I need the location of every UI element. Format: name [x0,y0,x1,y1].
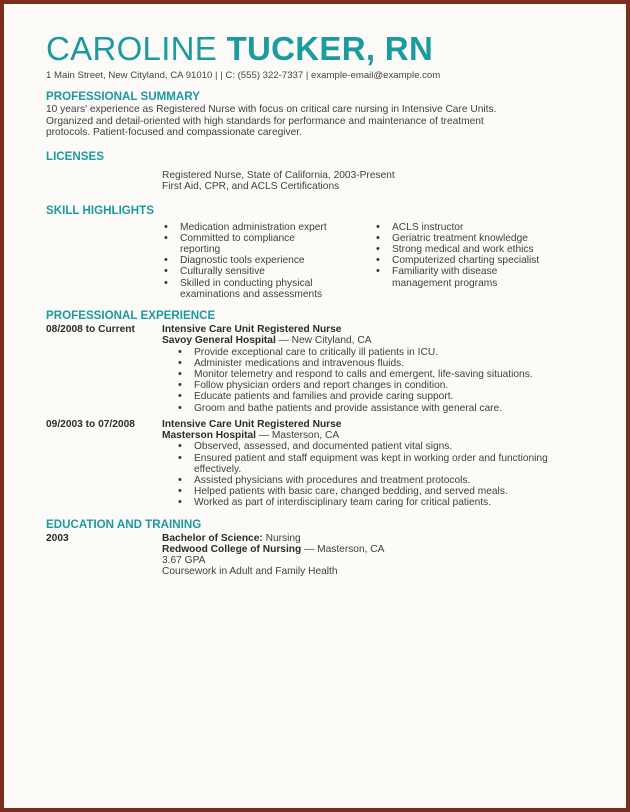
degree-line [162,533,606,544]
summary-heading: PROFESSIONAL SUMMARY [46,90,200,103]
school-location: — Masterson, CA [301,543,385,555]
job-body [162,419,606,509]
job-dates: 08/2008 to Current [46,323,135,335]
duty-item: • Groom and bathe patients and provide assistance with general care. [177,403,606,414]
summary-line: 10 years' experience as Registered Nurse with focus on critical care nursing in Intensive Care Units. [46,104,497,115]
summary-text [46,104,606,139]
skill-item: • Computerized charting specialist [375,255,575,266]
gpa: 3.67 GPA [162,555,206,567]
duty-item: • Worked as part of interdisciplinary team caring for critical patients. [177,497,606,508]
duty-item: • Educate patients and families and provide caring support. [177,391,606,402]
skill-item: • ACLS instructor [375,222,575,233]
employer-location: — New Cityland, CA [275,335,372,347]
duty-item: • Observed, assessed, and documented patient vital signs. [177,441,606,452]
last-name: TUCKER, RN [226,30,434,67]
resume-page [46,30,606,578]
skill-item: • Familiarity with disease management programs [375,266,532,288]
school-line [162,544,606,555]
skill-item: • Strong medical and work ethics [375,244,575,255]
education-body [162,533,606,578]
job-entry [46,419,606,509]
skills-columns [163,222,606,300]
skills-heading: SKILL HIGHLIGHTS [46,203,154,217]
education-heading: EDUCATION AND TRAINING [46,517,202,531]
first-name: CAROLINE [46,30,218,67]
candidate-name [46,30,606,68]
contact-line: 1 Main Street, New Cityland, CA 91010 | | C: (555) 322-7337 | example-email@example.com [46,70,441,81]
coursework: Coursework in Adult and Family Health [162,566,338,578]
job-entry [46,324,606,414]
employer-location: — Masterson, CA [255,430,340,442]
job-duties [162,347,606,414]
skill-item: • Culturally sensitive [163,266,375,277]
degree-field: Nursing [262,532,301,544]
skills-column-left [163,222,375,300]
skill-item: • Skilled in conducting physical examinations and assessments [163,278,350,300]
license-item: Registered Nurse, State of California, 2003-Present [162,169,395,181]
job-title: Intensive Care Unit Registered Nurse [162,418,342,430]
job-dates: 09/2003 to 07/2008 [46,418,135,430]
job-title: Intensive Care Unit Registered Nurse [162,323,342,335]
duty-item: • Monitor telemetry and respond to calls and emergent, life-saving situations. [177,369,606,380]
skill-item: • Committed to compliance reporting [163,233,330,255]
job-duties [162,441,606,508]
school-name: Redwood College of Nursing [162,543,302,555]
duty-item: • Follow physician orders and report changes in condition. [177,380,606,391]
job-employer-line [162,335,606,346]
skill-item: • Medication administration expert [163,222,375,233]
skills-column-right [375,222,575,300]
degree-label: Bachelor of Science: [162,532,263,544]
licenses-heading: LICENSES [46,149,104,163]
education-entry [46,533,606,578]
experience-heading: PROFESSIONAL EXPERIENCE [46,308,216,322]
duty-item: • Provide exceptional care to critically ill patients in ICU. [177,347,606,358]
education-year: 2003 [46,532,69,544]
duty-item: • Ensured patient and staff equipment was kept in working order and functioning effectively. [177,453,554,475]
employer-name: Masterson Hospital [162,430,256,442]
summary-line: protocols. Patient-focused and compassionate caregiver. [46,127,302,138]
duty-item: • Administer medications and intravenous fluids. [177,358,606,369]
job-body [162,324,606,414]
duty-item: • Assisted physicians with procedures and treatment protocols. [177,475,606,486]
summary-line: Organized and detail-oriented with high standards for performance and maintenance of treatment [46,115,484,127]
employer-name: Savoy General Hospital [162,335,276,347]
duty-item: • Helped patients with basic care, changed bedding, and served meals. [177,486,606,497]
skill-item: • Diagnostic tools experience [163,255,375,266]
skill-item: • Geriatric treatment knowledge [375,233,575,244]
licenses-list [162,170,606,193]
job-employer-line [162,430,606,441]
license-item: First Aid, CPR, and ACLS Certifications [162,181,340,192]
